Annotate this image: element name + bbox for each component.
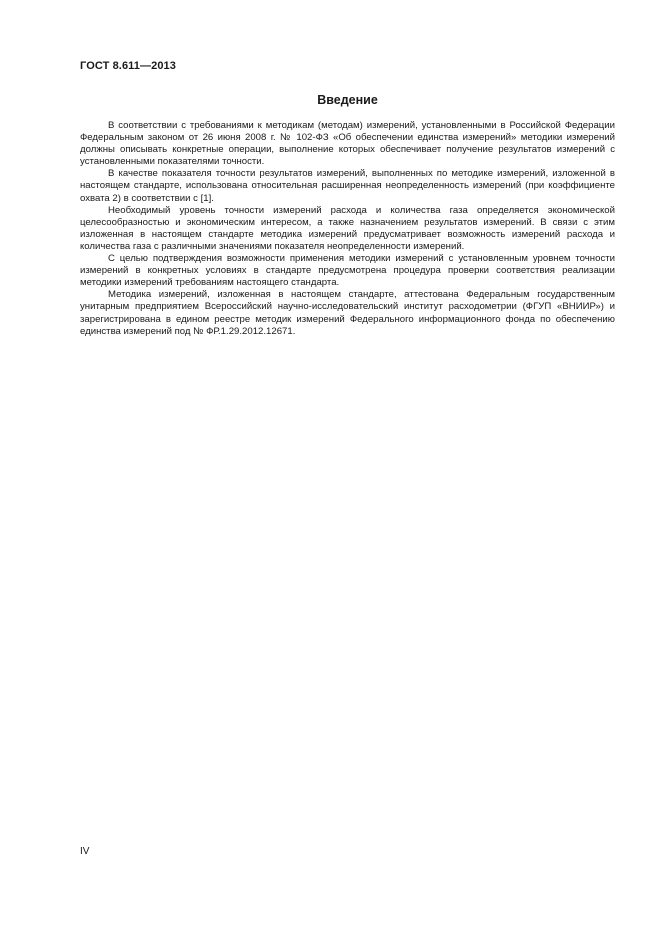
paragraph-2: В качестве показателя точности результатов измерений, выполненных по методике измерений, изложенной в настоящем стандарте, использована относительная расширенная неопределенность измерений (при коэффициенте охвата 2) в соответствии с [1]. (80, 168, 615, 204)
paragraph-5: Методика измерений, изложенная в настоящем стандарте, аттестована Федеральным государственным унитарным предприятием Всероссийский научно-исследовательский институт расходометрии (ФГУП «ВНИИР») и зарегистрирована в едином реестре методик измерений Федерального информационного фонда по обеспечению единства измерений под № ФР.1.29.2012.12671. (80, 289, 615, 337)
page-number: IV (80, 846, 90, 857)
section-title: Введение (317, 93, 378, 107)
paragraph-1: В соответствии с требованиями к методикам (методам) измерений, установленными в Российской Федерации Федеральным законом от 26 июня 2008 г. № 102-ФЗ «Об обеспечении единства измерений» методики измерений должны описывать конкретные операции, выполнение которых обеспечивает получение результатов измерений с установленными показателями точности. (80, 120, 615, 168)
document-header: ГОСТ 8.611—2013 (80, 60, 176, 72)
paragraph-3: Необходимый уровень точности измерений расхода и количества газа определяется экономической целесообразностью и экономическим интересом, а также назначением результатов измерений. В связи с этим изложенная в настоящем стандарте методика измерений предусматривает возможность измерений расхода и количества газа с различными значениями показателя неопределенности измерений. (80, 204, 615, 252)
body-text (80, 120, 615, 338)
paragraph-4: С целью подтверждения возможности применения методики измерений с установленным уровнем точности измерений в конкретных условиях в стандарте предусмотрена процедура проверки соответствия реализации методики измерений требованиям настоящего стандарта. (80, 253, 615, 289)
